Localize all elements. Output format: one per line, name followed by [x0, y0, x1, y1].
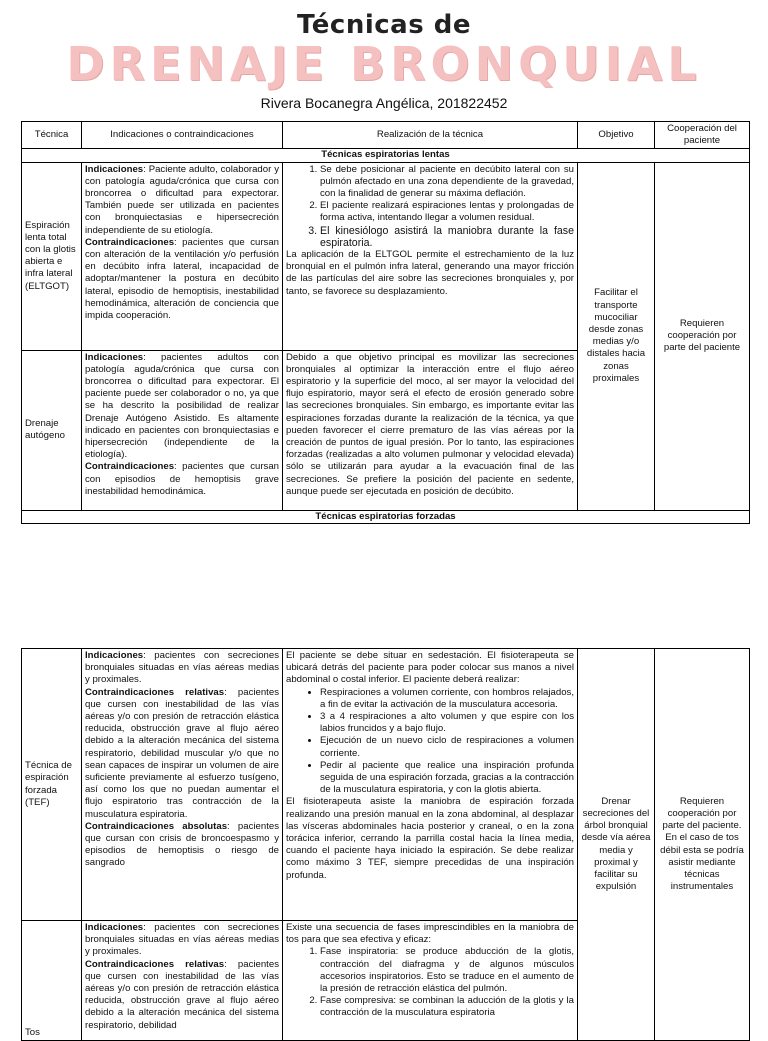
indications-cell: [82, 921, 283, 1041]
contraindications-text: : pacientes que cursan con episodios de hemoptisis grave inestabilidad hemodinámica.: [85, 461, 279, 497]
author-line: Rivera Bocanegra Angélica, 201822452: [260, 95, 508, 111]
col-header-technique: Técnica: [22, 122, 82, 149]
procedure-steps: [286, 946, 574, 1019]
procedure-intro: El paciente se debe situar en sedestación. El fisioterapeuta se ubicará detrás del paciente para poder colocar sus manos a nivel abdominal o costal inferior. El paciente deberá realizar:: [286, 650, 574, 686]
section-title-slow: Técnicas espiratorias lentas: [22, 149, 750, 162]
indications-text: : pacientes con secreciones bronquiales situadas en vías aéreas medias y proximales.: [85, 922, 279, 958]
title-line-1: Técnicas de: [297, 10, 471, 40]
cooperation-cell: Requieren cooperación por parte del paciente: [655, 162, 750, 510]
list-item: 2. El paciente realizará espiraciones lentas y prolongadas de forma activa, intentando llegar a volumen residual.: [320, 200, 574, 224]
technique-name: Tos: [22, 921, 82, 1041]
procedure-cell: [283, 649, 578, 921]
technique-name: Técnica de espiración forzada (TEF): [22, 649, 82, 921]
col-header-cooperation: Cooperación del paciente: [655, 122, 750, 149]
list-item: • 3 a 4 respiraciones a alto volumen y que espire con los labios fruncidos y a bajo flujo.: [320, 711, 574, 735]
relative-contraindications-text: : pacientes que cursen con inestabilidad de las vías aéreas y/o con presión de retracción elástica reducida, obstrucción grave al flujo aéreo debido a la alteración mecánica del sistema respiratorio, debilidad muscular y/o que no sean capaces de inspirar un volumen de aire suficiente previamente al esfuerzo tusígeno, así como los que no puedan aumentar el flujo espiratorio tras contracción de la musculatura espiratoria.: [85, 686, 279, 820]
list-item: • Pedir al paciente que realice una inspiración profunda seguida de una espiración forzada, gracias a la contracción de la musculatura espiratoria, y con la glotis abierta.: [320, 760, 574, 797]
contraindications-label: Contraindicaciones: [85, 236, 175, 248]
relative-contraindications-label: Contraindicaciones relativas: [85, 958, 225, 970]
procedure-cell: [283, 350, 578, 510]
procedure-intro: Existe una secuencia de fases imprescindibles en la maniobra de tos para que sea efectiva y eficaz:: [286, 922, 574, 946]
relative-contraindications-label: Contraindicaciones relativas: [85, 686, 225, 698]
procedure-steps: [286, 164, 574, 249]
technique-name: Drenaje autógeno: [22, 350, 82, 510]
technique-name: Espiración lenta total con la glotis abierta e infra lateral (ELTGOT): [22, 162, 82, 350]
title-line-2: DRENAJE BRONQUIAL: [66, 37, 702, 91]
indications-text: : pacientes adultos con patología aguda/crónica que cursa con broncorrea o dificultad para expectorar. El paciente puede ser colaborador o no, ya que se ha descrito la posibilidad de realizar Drenaje Autógeno Asistido. Es altamente indicado en pacientes con bronquiectasias e hipersecreción (independiente de la etiología).: [85, 351, 279, 461]
list-item: • Ejecución de un nuevo ciclo de respiraciones a volumen corriente.: [320, 735, 574, 759]
techniques-table-top: [21, 121, 750, 524]
table-row: [22, 649, 750, 921]
list-item: 1. Fase inspiratoria: se produce abducción de la glotis, contracción del diafragma y de algunos músculos accesorios inspiratorios. Esto se traduce en el aumento de la presión de retracción elástica del pulmón.: [320, 946, 574, 995]
table-row: [22, 162, 750, 350]
indications-label: Indicaciones: [85, 163, 144, 175]
indications-cell: [82, 350, 283, 510]
table-header-row: [22, 122, 750, 149]
objective-cell: Facilitar el transporte mucociliar desde zonas medias y/o distales hacia zonas proximales: [578, 162, 655, 510]
list-item: 3. El kinesiólogo asistirá la maniobra durante la fase espiratoria.: [320, 225, 574, 249]
indications-label: Indicaciones: [85, 650, 144, 661]
procedure-paragraph: La aplicación de la ELTGOL permite el estrechamiento de la luz bronquial en el pulmón infra lateral, generando una mayor fricción de las partículas del aire sobre las secreciones bronquiales y, por tanto, se favorece su desplazamiento.: [286, 249, 574, 297]
contraindications-label: Contraindicaciones: [85, 461, 175, 473]
col-header-procedure: Realización de la técnica: [283, 122, 578, 149]
procedure-cell: [283, 162, 578, 350]
absolute-contraindications-text: : pacientes que cursan con crisis de broncoespasmo y episodios de hemoptisis o riesgo de sangrado: [85, 820, 280, 869]
relative-contraindications-text: : pacientes que cursen con inestabilidad de las vías aéreas y/o con presión de retracción elástica reducida, obstrucción grave al flujo aéreo debido a la alteración mecánica del sistema respiratorio, debilidad: [85, 958, 279, 1031]
contraindications-text: : pacientes que cursan con alteración de la ventilación y/o perfusión en decúbito infra lateral, incapacidad de adoptar/mantener la postura en decúbito lateral, episodio de hemoptisis, inestabilidad hemodinámica, alteración de conciencia que impida cooperación.: [85, 236, 279, 322]
list-item: 1. Se debe posicionar al paciente en decúbito lateral con su pulmón afectado en una zona dependiente de la gravedad, con la finalidad de generar su máxima deflación.: [320, 164, 574, 201]
procedure-bullets: [286, 687, 574, 797]
indications-label: Indicaciones: [85, 922, 144, 933]
indications-text: : Paciente adulto, colaborador y con patología aguda/crónica que cursa con broncorrea o dificultad para expectorar. También puede ser utilizada en pacientes con bronquiectasias e hipersecreción independiente de su etiología.: [85, 163, 279, 236]
list-item: • Respiraciones a volumen corriente, con hombros relajados, a fin de evitar la activación de la musculatura accesoria.: [320, 687, 574, 711]
indications-cell: [82, 649, 283, 921]
indications-label: Indicaciones: [85, 351, 144, 363]
section-title-forced: Técnicas espiratorias forzadas: [22, 510, 750, 523]
absolute-contraindications-label: Contraindicaciones absolutas: [85, 820, 228, 832]
procedure-paragraph: El fisioterapeuta asiste la maniobra de espiración forzada realizando una presión manual en la zona abdominal, al desplazar las vísceras abdominales hacia posterior y craneal, o en la zona torácica inferior, cerrando la parrilla costal hacia la línea media, cuando el paciente haya iniciado la espiración. Se debe realizar como máximo 3 TEF, siempre precedidas de una inspiración profunda.: [286, 796, 574, 881]
indications-text: : pacientes con secreciones bronquiales situadas en vías aéreas medias y proximales.: [85, 650, 279, 686]
techniques-table-bottom: [21, 648, 750, 1041]
section-row-slow: [22, 149, 750, 162]
section-row-forced: [22, 510, 750, 523]
indications-cell: [82, 162, 283, 350]
col-header-objective: Objetivo: [578, 122, 655, 149]
col-header-indications: Indicaciones o contraindicaciones: [82, 122, 283, 149]
procedure-cell: [283, 921, 578, 1041]
list-item: 2. Fase compresiva: se combinan la aducción de la glotis y la contracción de la musculatura espiratoria: [320, 995, 574, 1019]
procedure-paragraph: Debido a que objetivo principal es movilizar las secreciones bronquiales al optimizar la interacción entre el flujo aéreo espiratorio y la superficie del moco, al ser mayor la velocidad del flujo espiratorio, mayor será el efecto de erosión generado sobre las secreciones bronquiales. Sin embargo, es importante evitar las espiraciones forzadas durante la realización de la técnica, ya que pueden favorecer el cierre prematuro de las vías aéreas por la creación de puntos de igual presión. Por lo tanto, las espiraciones forzadas (realizadas a alto volumen pulmonar y velocidad elevada) sólo se utilizarán para ayudar a la evacuación final de las secreciones. Se prefiere la posición del paciente en sedente, aunque puede ser ejecutada en posición de decúbito.: [286, 351, 574, 497]
objective-cell: Drenar secreciones del árbol bronquial desde vía aérea media y proximal y facilitar su expulsión: [578, 649, 655, 1041]
cooperation-cell: Requieren cooperación por parte del paciente. En el caso de tos débil esta se podría asistir mediante técnicas instrumentales: [655, 649, 750, 1041]
